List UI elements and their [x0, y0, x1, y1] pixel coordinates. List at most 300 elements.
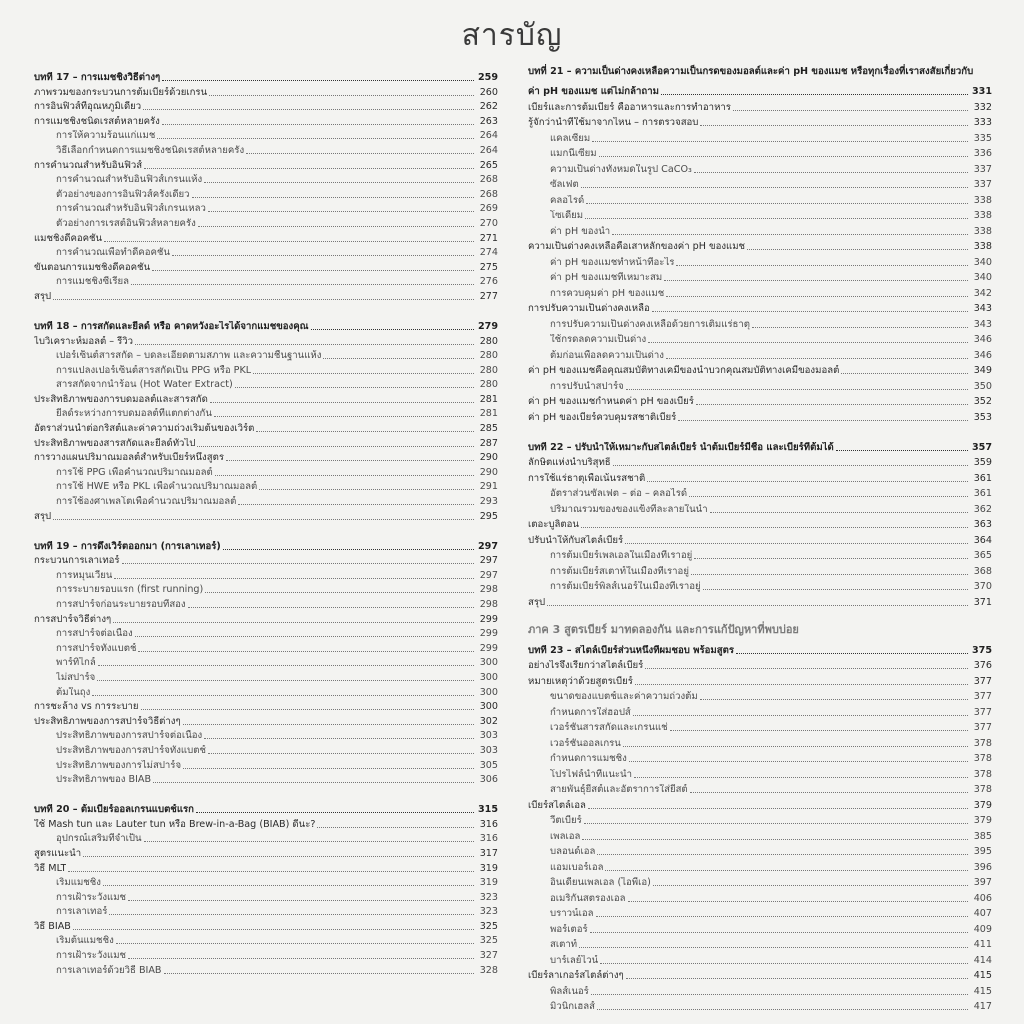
dot-leader	[747, 248, 968, 250]
toc-entry[interactable]	[34, 669, 498, 684]
toc-entry[interactable]	[34, 684, 498, 699]
toc-entry[interactable]	[34, 464, 498, 479]
toc-entry[interactable]	[528, 253, 992, 269]
toc-entry[interactable]	[528, 408, 992, 424]
toc-entry-page: 277	[479, 290, 498, 302]
toc-right-column	[528, 66, 992, 1013]
dot-leader	[317, 826, 474, 828]
toc-entry[interactable]	[528, 593, 992, 609]
toc-entry-page: 297	[477, 540, 498, 552]
toc-entry-page: 377	[973, 675, 992, 687]
toc-entry[interactable]	[34, 450, 498, 465]
toc-entry-title: สรุป	[34, 510, 52, 522]
toc-entry-title: ลักษิตแห่งน้ำบริสุทธิ์	[528, 457, 611, 468]
toc-entry-page: 371	[973, 596, 992, 608]
toc-entry-title: การสปาร์จทั้งแบตช์	[56, 642, 137, 654]
toc-entry[interactable]	[528, 547, 992, 563]
toc-entry[interactable]	[34, 420, 498, 435]
toc-entry[interactable]	[528, 578, 992, 594]
toc-entry-title: บทที่ 23 – สไตล์เบียร์ส่วนหนึ่งที่ผมชอบ พร้อมสูตร	[528, 644, 734, 656]
toc-entry-title: วีตเบียร์	[550, 815, 582, 826]
dot-leader	[253, 372, 474, 374]
toc-entry[interactable]	[528, 688, 992, 704]
toc-entry-page: 379	[973, 815, 992, 826]
dot-leader	[626, 388, 968, 390]
toc-entry-title: ตัวอย่างของการอินฟิวส์ครั้งเดียว	[56, 188, 190, 200]
toc-entry[interactable]	[528, 300, 992, 316]
toc-entry-page: 343	[973, 318, 992, 330]
dot-leader	[172, 254, 474, 256]
toc-entry-title: การสปาร์จวิธีต่างๆ	[34, 613, 112, 625]
toc-entry-page: 299	[479, 628, 498, 640]
dot-leader	[205, 591, 474, 593]
toc-entry[interactable]	[34, 553, 498, 568]
toc-entry-title: การเฝ้าระวังแมช	[56, 891, 127, 903]
toc-entry[interactable]	[528, 858, 992, 874]
toc-entry-title: โปรไฟล์น้ำที่แนะนำ	[550, 768, 633, 780]
dot-leader	[141, 708, 475, 710]
toc-entry-title: วิธี BIAB	[34, 920, 71, 932]
toc-entry[interactable]	[34, 596, 498, 611]
dot-leader	[73, 928, 474, 930]
dot-leader	[645, 667, 968, 669]
toc-entry[interactable]	[528, 500, 992, 516]
toc-entry-page: 361	[973, 488, 992, 499]
toc-entry-title: สเตาท์	[550, 939, 578, 950]
toc-entry[interactable]	[528, 98, 992, 114]
toc-entry[interactable]	[34, 157, 498, 172]
dot-leader	[128, 957, 474, 959]
dot-leader	[144, 167, 474, 169]
toc-entry-title: บทที่ 20 – ต้มเบียร์ออลเกรนแบตช์แรก	[34, 804, 194, 816]
toc-entry-title: การควบคุมค่า pH ของแมช	[550, 287, 665, 299]
dot-leader	[592, 140, 968, 142]
toc-entry[interactable]	[528, 812, 992, 828]
toc-entry-page: 331	[971, 86, 992, 97]
dot-leader	[666, 295, 968, 297]
dot-leader	[733, 109, 968, 111]
toc-entry-title: วิธีเลือกกำหนดการแมชชิงชนิดเรสต์หลายครั้ง	[56, 144, 245, 156]
toc-entry-page: 363	[973, 519, 992, 530]
toc-entry[interactable]	[34, 845, 498, 860]
toc-entry-page: 268	[479, 188, 498, 200]
toc-entry-title: แคลเซียม	[550, 132, 591, 144]
toc-entry-title: การหมุนเวียน	[56, 569, 113, 581]
toc-entry[interactable]	[34, 435, 498, 450]
toc-entry-page: 414	[973, 954, 992, 966]
chapter-entry[interactable]	[528, 436, 992, 454]
toc-entry-page: 352	[973, 396, 992, 407]
toc-entry-title: พิลส์เนอร์	[550, 985, 589, 997]
toc-entry[interactable]	[34, 582, 498, 597]
toc-entry-page: 332	[973, 101, 992, 113]
toc-entry[interactable]	[528, 315, 992, 331]
toc-entry-page: 279	[477, 320, 498, 332]
dot-leader	[152, 269, 474, 271]
toc-entry-page: 300	[479, 686, 498, 698]
toc-entry-title: การปรับความเป็นด่างคงเหลือด้วยการเติมแร่ธาตุ	[550, 318, 751, 330]
toc-entry[interactable]	[528, 222, 992, 238]
toc-entry-title: คลอไรด์	[550, 194, 585, 206]
toc-entry-title: ประสิทธิภาพของการบดมอลต์และสารสกัด	[34, 393, 208, 405]
chapter-entry[interactable]	[528, 80, 992, 98]
toc-entry[interactable]	[528, 377, 992, 393]
toc-entry[interactable]	[528, 657, 992, 673]
toc-entry-title: การสปาร์จต่อเนื่อง	[56, 628, 133, 640]
toc-entry-title: แมกนีเซียม	[550, 148, 597, 159]
toc-entry-title: การคำนวณสำหรับอินฟิวส์เกรนเหลว	[56, 203, 206, 215]
dot-leader	[209, 94, 474, 96]
dot-leader	[584, 822, 968, 824]
dot-leader	[652, 310, 968, 312]
toc-entry-title: เวอร์ชันออลเกรน	[550, 737, 621, 749]
toc-entry[interactable]	[34, 377, 498, 392]
toc-entry[interactable]	[528, 562, 992, 578]
dot-leader	[599, 155, 968, 157]
toc-entry-page: 316	[479, 818, 498, 830]
dot-leader	[613, 464, 968, 466]
toc-entry-title: ความเป็นด่างคงเหลือคือเสาหลักของค่า pH ของแมช	[528, 241, 746, 252]
toc-entry-title: เริ่มต้นแมชชิง	[56, 935, 114, 947]
dot-leader	[138, 650, 474, 652]
toc-entry[interactable]	[528, 346, 992, 362]
toc-entry-title: บาร์เลย์ไวน์	[550, 954, 599, 966]
toc-entry-page: 370	[973, 581, 992, 592]
toc-entry-page: 297	[479, 569, 498, 581]
toc-entry-page: 411	[973, 939, 992, 950]
toc-entry-title: การเลาเทอร์	[56, 906, 108, 918]
dot-leader	[582, 838, 968, 840]
toc-entry[interactable]	[34, 348, 498, 363]
dot-leader	[109, 913, 474, 915]
dot-leader	[597, 853, 968, 855]
toc-entry-title: สารสกัดจากน้ำร้อน (Hot Water Extract)	[56, 379, 233, 391]
toc-entry[interactable]	[528, 719, 992, 735]
toc-entry-title: การต้มเบียร์พิลส์เนอร์ในเมืองที่เราอยู่	[550, 581, 701, 592]
toc-entry[interactable]	[528, 889, 992, 905]
toc-entry-title: การต้มเบียร์เพลเอลในเมืองที่เราอยู่	[550, 550, 693, 561]
toc-entry[interactable]	[34, 288, 498, 303]
chapter-entry[interactable]	[528, 639, 992, 657]
toc-entry-title: ซัลเฟต	[550, 179, 579, 190]
toc-entry[interactable]	[528, 454, 992, 470]
toc-entry[interactable]	[528, 967, 992, 983]
dot-leader	[188, 606, 474, 608]
toc-entry[interactable]	[34, 493, 498, 508]
toc-entry-title: เบียร์ลาเกอร์สไตล์ต่างๆ	[528, 970, 624, 981]
toc-entry-title: ความเป็นด่างทั้งหมดในรูป CaCO₃	[550, 163, 692, 175]
toc-entry[interactable]	[34, 567, 498, 582]
toc-entry-page: 269	[479, 203, 498, 215]
toc-entry[interactable]	[34, 142, 498, 157]
toc-entry[interactable]	[34, 333, 498, 348]
toc-entry[interactable]	[528, 531, 992, 547]
dot-leader	[696, 403, 968, 405]
toc-entry[interactable]	[528, 516, 992, 532]
chapter-entry[interactable]	[34, 535, 498, 553]
toc-entry-page: 396	[973, 861, 992, 873]
toc-entry-page: 338	[973, 194, 992, 206]
dot-leader	[586, 202, 968, 204]
toc-entry-page: 350	[973, 380, 992, 392]
toc-entry-page: 375	[971, 644, 992, 656]
toc-entry[interactable]	[34, 875, 498, 890]
toc-entry[interactable]	[528, 796, 992, 812]
toc-entry[interactable]	[528, 920, 992, 936]
toc-entry-title: บทที่ 18 – การสกัดและยีลด์ หรือ คาดหวังอะไรได้จากแมชของคุณ	[34, 320, 309, 332]
toc-entry-title: การสปาร์จก่อนระบายรอบที่สอง	[56, 599, 186, 610]
dot-leader	[678, 419, 968, 421]
toc-entry[interactable]	[528, 269, 992, 285]
toc-entry-page: 340	[973, 272, 992, 283]
toc-entry[interactable]	[34, 201, 498, 216]
toc-entry[interactable]	[528, 905, 992, 921]
toc-entry-title: ไม่สปาร์จ	[56, 671, 96, 683]
toc-entry[interactable]	[34, 274, 498, 289]
toc-entry-title: การแมชชิงชนิดเรสต์หลายครั้ง	[34, 115, 160, 127]
toc-entry[interactable]	[34, 772, 498, 787]
dot-leader	[135, 635, 474, 637]
toc-entry-page: 263	[479, 115, 498, 127]
part-heading: ภาค 3 สูตรเบียร์ มาทดลองกัน และการแก้ปัญหาที่พบบ่อย	[528, 622, 799, 636]
toc-entry[interactable]	[34, 889, 498, 904]
toc-entry-page: 337	[973, 179, 992, 190]
dot-leader	[116, 942, 474, 944]
toc-entry-title: การใช้ HWE หรือ PKL เพื่อคำนวณปริมาณมอลต์	[56, 481, 258, 493]
toc-entry[interactable]	[34, 362, 498, 377]
toc-entry[interactable]	[528, 114, 992, 130]
toc-entry-title: ใช้ Mash tun และ Lauter tun หรือ Brew-in-a-Bag (BIAB) ดีนะ?	[34, 818, 316, 830]
toc-entry[interactable]	[34, 508, 498, 523]
toc-entry-title: รู้จักว่าน้ำที่ใช้มาจากไหน – การตรวจสอบ	[528, 117, 699, 128]
toc-entry-title: เตอะบูลิตอน	[528, 519, 579, 530]
toc-entry-title: เปอร์เซ็นต์สารสกัด – บดละเอียดตามสภาพ และความชื้นฐานแห้ง	[56, 350, 322, 362]
chapter-entry[interactable]	[34, 798, 498, 816]
toc-entry[interactable]	[34, 611, 498, 626]
toc-entry-page: 417	[973, 1001, 992, 1012]
toc-entry-page: 327	[479, 950, 498, 962]
toc-entry[interactable]	[34, 99, 498, 114]
toc-entry[interactable]	[34, 245, 498, 260]
toc-entry[interactable]	[34, 626, 498, 641]
toc-entry-title: การแปลงเปอร์เซ็นต์สารสกัดเป็น PPG หรือ PKL	[56, 364, 252, 376]
toc-entry[interactable]	[528, 951, 992, 967]
toc-entry[interactable]	[34, 215, 498, 230]
toc-entry-title: อเมริกันสตรองเอล	[550, 892, 626, 904]
toc-entry[interactable]	[528, 672, 992, 688]
toc-entry-title: บทที่ 22 – ปรับน้ำให้เหมาะกับสไตล์เบียร์ น้ำต้มเบียร์มีชื่อ และเบียร์ที่ต้มได้	[528, 441, 834, 453]
toc-entry[interactable]	[528, 998, 992, 1014]
toc-entry-title: ต้มก่อนเพื่อลดความเป็นด่าง	[550, 349, 664, 361]
toc-entry[interactable]	[528, 191, 992, 207]
toc-entry-title: ค่า pH ของแมชทำหน้าที่อะไร	[550, 256, 675, 268]
toc-entry[interactable]	[34, 962, 498, 977]
dot-leader	[579, 946, 968, 948]
dot-leader	[585, 217, 968, 219]
dot-leader	[612, 233, 968, 235]
dot-leader	[204, 737, 474, 739]
toc-entry[interactable]	[34, 640, 498, 655]
dot-leader	[691, 573, 968, 575]
dot-leader	[235, 386, 474, 388]
toc-entry[interactable]	[528, 160, 992, 176]
toc-entry-title: การแมชชิงซีเรียล	[56, 276, 130, 288]
toc-entry[interactable]	[528, 238, 992, 254]
toc-entry[interactable]	[528, 781, 992, 797]
toc-entry-page: 333	[973, 117, 992, 128]
toc-entry[interactable]	[528, 176, 992, 192]
toc-entry-page: 276	[479, 276, 498, 288]
toc-entry-page: 340	[973, 256, 992, 268]
dot-leader	[664, 279, 968, 281]
toc-entry[interactable]	[34, 699, 498, 714]
toc-entry-page: 378	[973, 737, 992, 749]
toc-entry-title: ยีลด์ระหว่างการบดมอลต์ที่แตกต่างกัน	[56, 408, 212, 420]
toc-entry-title: กำหนดการใส่ฮอปส์	[550, 706, 631, 718]
toc-entry-page: 338	[973, 225, 992, 237]
toc-entry-page: 346	[973, 349, 992, 361]
toc-entry[interactable]	[34, 918, 498, 933]
toc-entry-page: 409	[973, 923, 992, 935]
dot-leader	[700, 124, 968, 126]
toc-entry-page: 268	[479, 174, 498, 186]
toc-entry-page: 299	[479, 642, 498, 654]
toc-entry[interactable]	[34, 757, 498, 772]
toc-entry[interactable]	[528, 207, 992, 223]
toc-entry-title: การชะล้าง vs การระบาย	[34, 701, 139, 713]
toc-entry-page: 300	[479, 657, 498, 669]
toc-entry-title: การปรับความเป็นด่างคงเหลือ	[528, 303, 650, 314]
toc-entry[interactable]	[34, 947, 498, 962]
toc-entry[interactable]	[34, 933, 498, 948]
toc-entry-page: 343	[973, 303, 992, 314]
dot-leader	[122, 562, 474, 564]
dot-leader	[196, 811, 474, 813]
toc-entry-page: 377	[973, 722, 992, 733]
toc-entry-title: ค่า pH ของแมชที่เหมาะสม	[550, 272, 663, 283]
dot-leader	[600, 962, 968, 964]
toc-entry[interactable]	[528, 469, 992, 485]
dot-leader	[143, 108, 474, 110]
toc-entry[interactable]	[528, 703, 992, 719]
toc-entry-title: ขั้นตอนการแมชชิงดีคอคชัน	[34, 261, 151, 273]
toc-entry-title: เพลเอล	[550, 830, 581, 842]
toc-entry[interactable]	[34, 391, 498, 406]
dot-leader	[597, 1008, 968, 1010]
dot-leader	[103, 884, 474, 886]
toc-entry[interactable]	[528, 393, 992, 409]
dot-leader	[596, 915, 969, 917]
dot-leader	[752, 326, 968, 328]
toc-entry[interactable]	[34, 860, 498, 875]
toc-entry-title: การใช้องศาเพลโตเพื่อคำนวณปริมาณมอลต์	[56, 496, 237, 508]
toc-entry[interactable]	[34, 230, 498, 245]
toc-entry[interactable]	[528, 936, 992, 952]
toc-entry-title: ประสิทธิภาพของการสปาร์จวิธีต่างๆ	[34, 715, 181, 727]
toc-entry[interactable]	[528, 982, 992, 998]
toc-entry[interactable]	[34, 742, 498, 757]
toc-entry[interactable]	[528, 331, 992, 347]
toc-entry-page: 280	[479, 350, 498, 362]
toc-entry-title: ปรับน้ำให้กับสไตล์เบียร์	[528, 534, 624, 546]
dot-leader	[694, 557, 968, 559]
toc-entry-title: กำหนดการแมชชิง	[550, 753, 627, 764]
toc-entry-title: สายพันธุ์ยีสต์และอัตราการใส่ยีสต์	[550, 784, 688, 795]
toc-entry-title: โซเดียม	[550, 210, 584, 221]
dot-leader	[628, 900, 969, 902]
toc-entry[interactable]	[34, 406, 498, 421]
toc-entry[interactable]	[528, 129, 992, 145]
toc-entry[interactable]	[34, 259, 498, 274]
toc-entry-title: อย่างไรจึงเรียกว่าสไตล์เบียร์	[528, 660, 644, 671]
toc-entry[interactable]	[528, 362, 992, 378]
toc-entry-page: 298	[479, 584, 498, 596]
toc-entry[interactable]	[34, 713, 498, 728]
toc-entry-title: ค่า pH ของแมชกำหนดค่า pH ของเบียร์	[528, 396, 694, 407]
toc-entry-page: 359	[973, 457, 992, 468]
toc-entry[interactable]	[34, 816, 498, 831]
dot-leader	[210, 401, 474, 403]
toc-entry-title: การใช้ PPG เพื่อคำนวณปริมาณมอลต์	[56, 466, 213, 478]
toc-entry[interactable]	[34, 172, 498, 187]
toc-entry[interactable]	[34, 128, 498, 143]
toc-entry-title: การวางแผนปริมาณมอลต์สำหรับเบียร์หนึ่งสูตร	[34, 452, 224, 464]
toc-entry[interactable]	[34, 728, 498, 743]
chapter-entry[interactable]	[34, 66, 498, 84]
dot-leader	[605, 869, 968, 871]
dot-leader	[214, 415, 474, 417]
toc-entry[interactable]	[34, 186, 498, 201]
toc-entry-page: 397	[973, 877, 992, 888]
toc-entry[interactable]	[34, 831, 498, 846]
toc-entry-page: 265	[479, 159, 498, 171]
toc-entry-page: 338	[973, 210, 992, 221]
toc-entry[interactable]	[528, 843, 992, 859]
dot-leader	[259, 488, 474, 490]
toc-entry[interactable]	[528, 734, 992, 750]
toc-entry[interactable]	[528, 750, 992, 766]
dot-leader	[157, 137, 474, 139]
dot-leader	[197, 445, 474, 447]
toc-entry-title: หมายเหตุว่าด้วยสูตรเบียร์	[528, 675, 633, 687]
toc-entry[interactable]	[528, 874, 992, 890]
toc-entry-title: การปรับน้ำสปาร์จ	[550, 380, 624, 392]
toc-entry[interactable]	[528, 485, 992, 501]
dot-leader	[53, 518, 474, 520]
toc-entry-title: เบียร์และการต้มเบียร์ คืออาหารและการทำอาหาร	[528, 101, 731, 113]
toc-entry-page: 262	[479, 101, 498, 113]
toc-entry-page: 300	[479, 671, 498, 683]
toc-entry[interactable]	[34, 904, 498, 919]
toc-entry-page: 259	[477, 72, 498, 83]
toc-entry[interactable]	[34, 84, 498, 99]
toc-entry[interactable]	[528, 827, 992, 843]
toc-entry[interactable]	[528, 765, 992, 781]
toc-entry-title: การคำนวณสำหรับอินฟิวส์	[34, 159, 143, 171]
toc-entry[interactable]	[34, 113, 498, 128]
toc-entry-title: บราวน์เอล	[550, 908, 594, 919]
chapter-entry[interactable]	[34, 315, 498, 333]
toc-entry-page: 415	[973, 985, 992, 997]
dot-leader	[661, 93, 968, 95]
toc-entry[interactable]	[34, 479, 498, 494]
toc-entry[interactable]	[528, 145, 992, 161]
toc-entry-title: ประสิทธิภาพของการไม่สปาร์จ	[56, 759, 182, 771]
dot-leader	[670, 729, 968, 731]
toc-entry[interactable]	[528, 284, 992, 300]
toc-entry-page: 271	[479, 232, 498, 244]
toc-entry[interactable]	[34, 655, 498, 670]
